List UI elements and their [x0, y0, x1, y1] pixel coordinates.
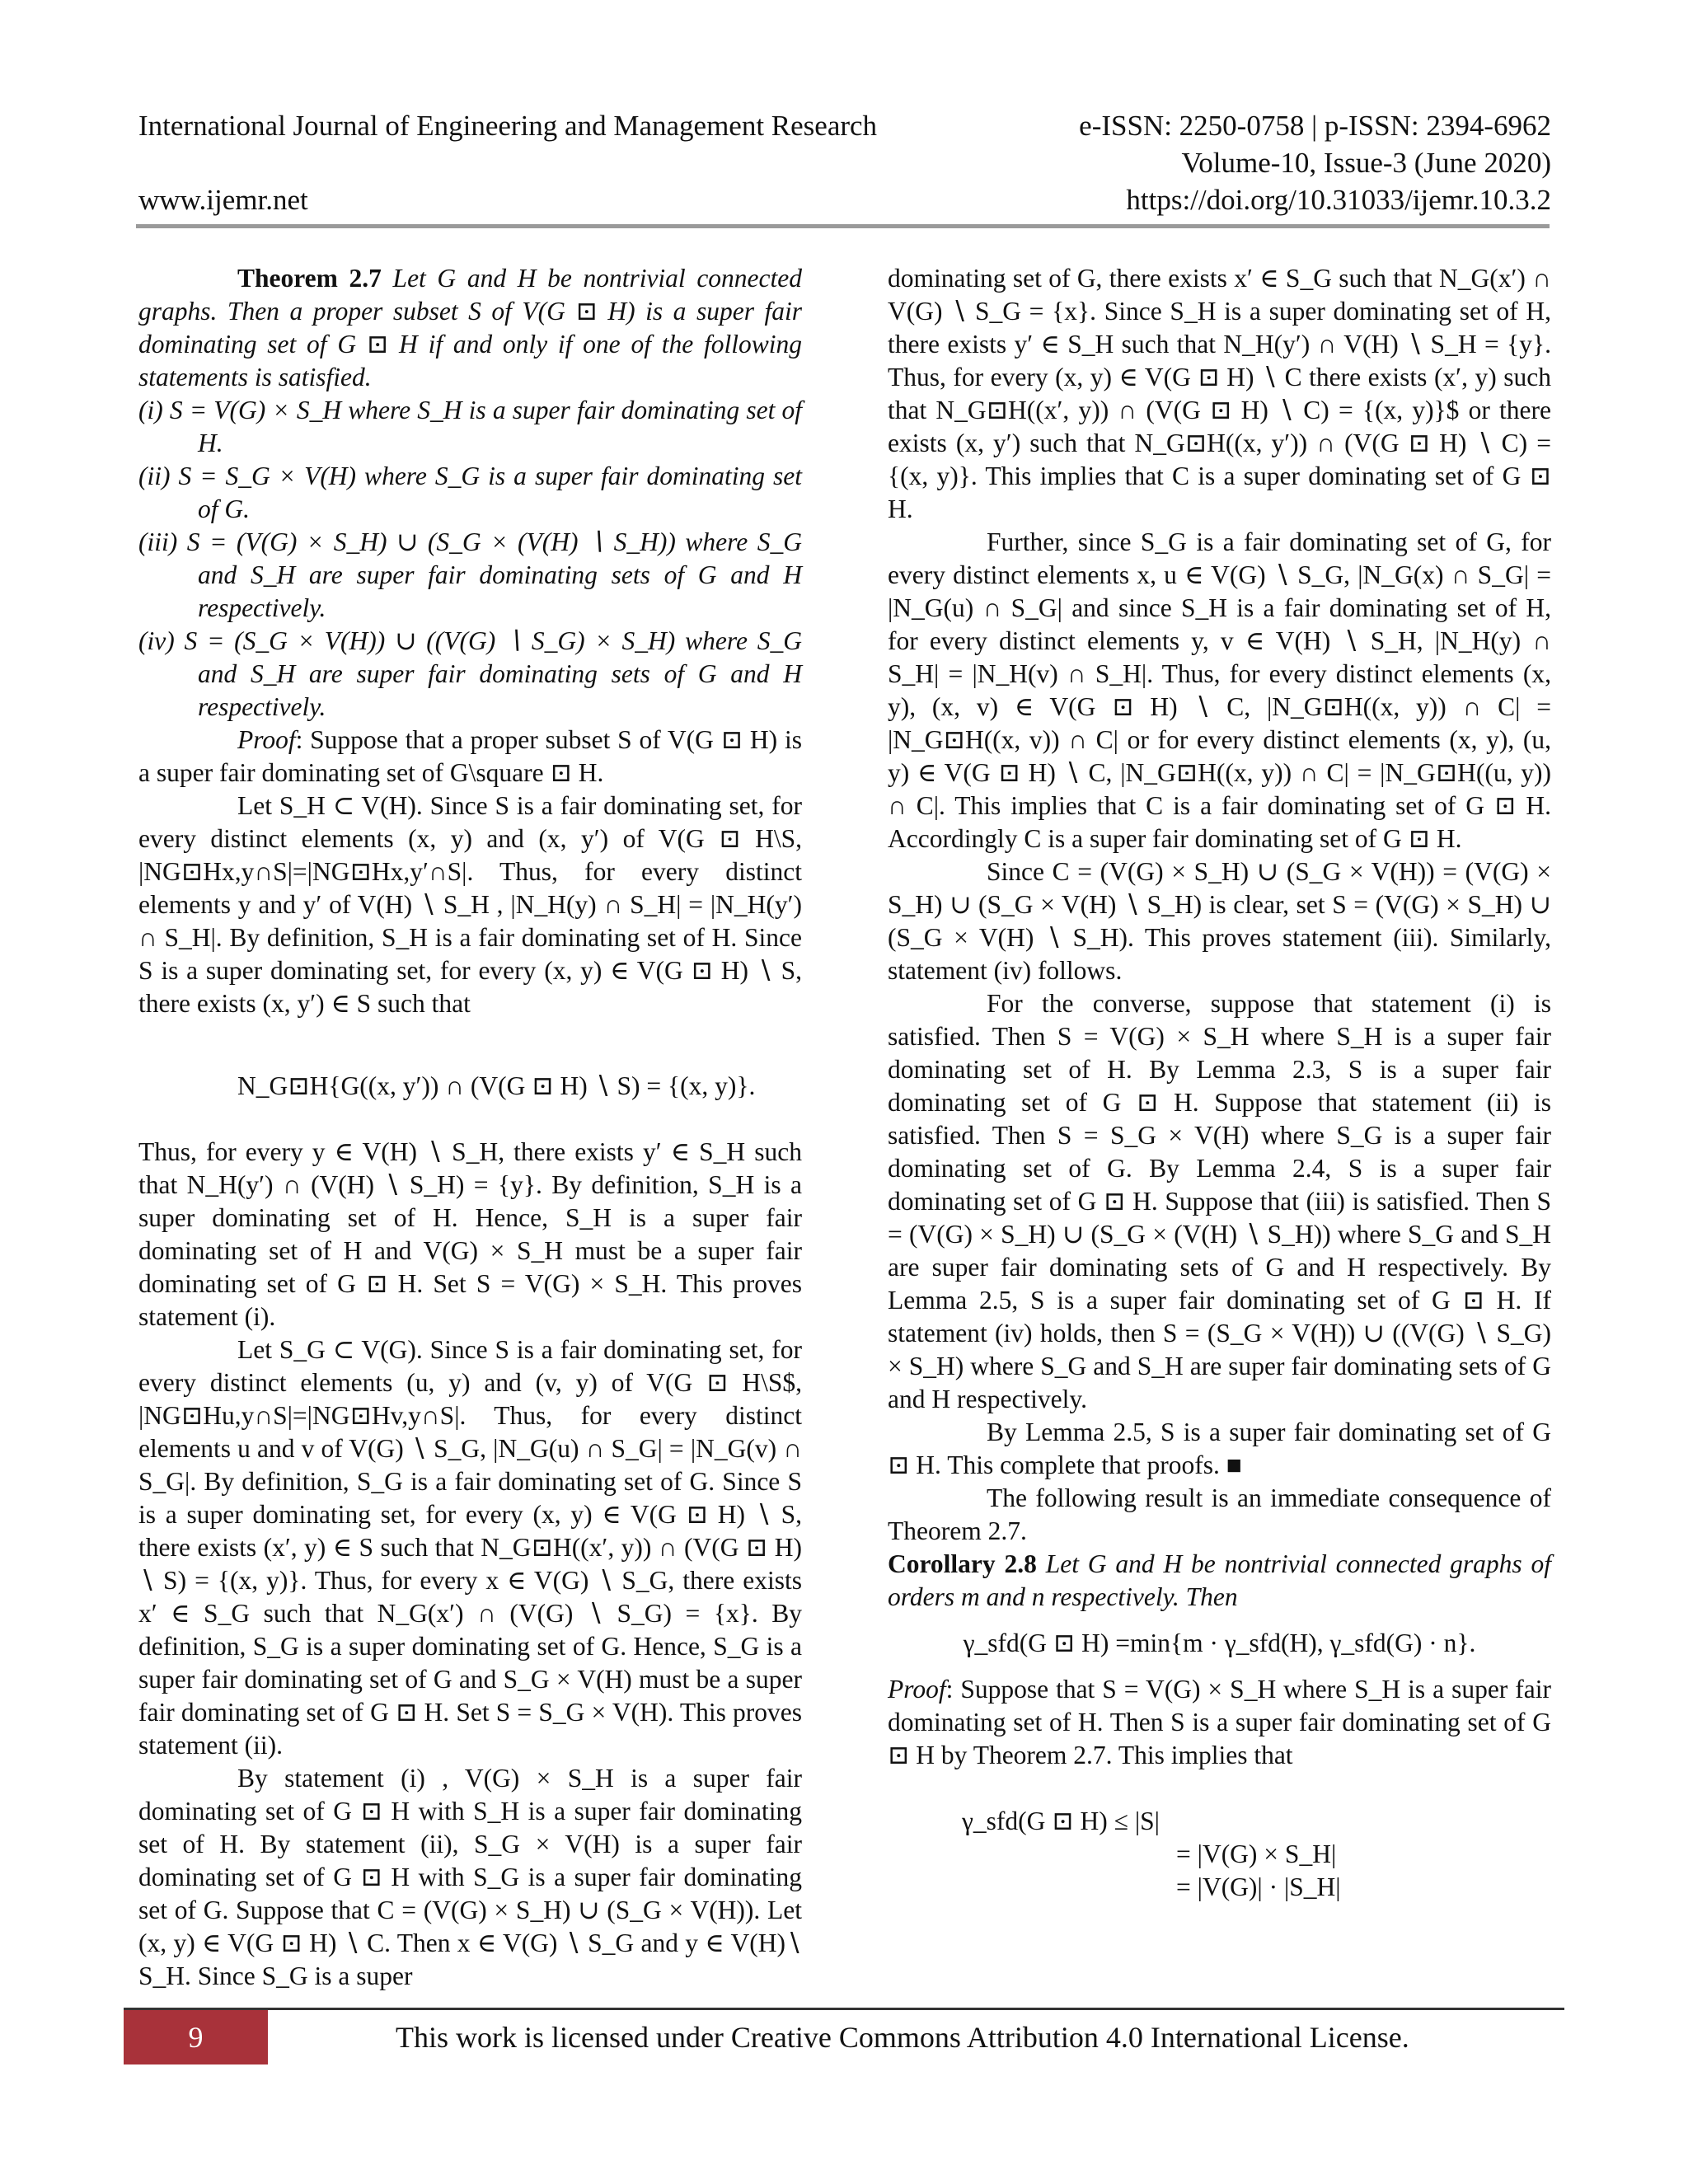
paragraph: The following result is an immediate consequence of Theorem 2.7.	[888, 1483, 1551, 1545]
volume-issue: Volume-10, Issue-3 (June 2020)	[1181, 147, 1551, 179]
statement-iii: (iii) S = (V(G) × S_H) ∪ (S_G × (V(H) ∖ S_H)) where S_G and S_H are super fair dominating sets of G and H respectively.	[138, 527, 802, 622]
doi-link[interactable]: https://doi.org/10.31033/ijemr.10.3.2	[1126, 184, 1551, 216]
paragraph: Let S_H ⊂ V(H). Since S is a fair dominating set, for every distinct elements (x, y) and (x, y′) of V(G ⊡ H\S, |NG⊡Hx,y∩S|=|NG⊡Hx,y′∩S|. Thus, for every distinct elements y and y′ of V(H) ∖ S_H , |N_H(y) ∩ S_H| = |N_H(y′) ∩ S_H|. By definition, S_H is a fair dominating set of H. Since S is a super dominating set, for every (x, y) ∈ V(G ⊡ H) ∖ S, there exists (x, y′) ∈ S such that	[138, 791, 802, 1018]
paragraph: By Lemma 2.5, S is a super fair dominating set of G ⊡ H. This complete that proofs. ■	[888, 1418, 1551, 1479]
proof-label: Proof	[888, 1675, 946, 1704]
corollary-2-8	[888, 1548, 1551, 1614]
proof-label: Proof	[237, 725, 296, 754]
paragraph: Let S_G ⊂ V(G). Since S is a fair dominating set, for every distinct elements (u, y) and (v, y) of V(G ⊡ H\S$, |NG⊡Hu,y∩S|=|NG⊡Hv,y∩S|. Thus, for every distinct elements u and v of V(G) ∖ S_G, |N_G(u) ∩ S_G| = |N_G(v) ∩ S_G|. By definition, S_G is a fair dominating set of G. Since S is a super dominating set, for every (x, y) ∈ V(G ⊡ H) ∖ S, there exists (x′, y) ∈ S such that N_G⊡H((x′, y)) ∩ (V(G ⊡ H) ∖ S) = {(x, y)}. Thus, for every x ∈ V(G) ∖ S_G, there exists x′ ∈ S_G such that N_G(x′) ∩ (V(G) ∖ S_G) = {x}. By definition, S_G is a super dominating set of G. Hence, S_G is a super fair dominating set of G and S_G × V(H) must be a super fair dominating set of G ⊡ H. Set S = S_G × V(H). This proves statement (ii).	[138, 1335, 802, 1760]
proof-intro	[138, 724, 802, 790]
proof-text: : Suppose that S = V(G) × S_H where S_H is a super fair dominating set of H. Then S is a super fair dominating set of G ⊡ H by Theorem 2.7. This implies that	[888, 1675, 1551, 1769]
license-text: This work is licensed under Creative Commons Attribution 4.0 International License.	[396, 2021, 1409, 2054]
right-column	[888, 262, 1551, 1904]
corollary-statement: Let G and H be nontrivial connected graphs of orders m and n respectively. Then	[888, 1549, 1552, 1611]
paragraph: Further, since S_G is a fair dominating set of G, for every distinct elements x, u ∈ V(G) ∖ S_G, |N_G(x) ∩ S_G| = |N_G(u) ∩ S_G| and since S_H is a fair dominating set of H, for every distinct elements y, v ∈ V(H) ∖ S_H, |N_H(y) ∩ S_H| = |N_H(v) ∩ S_H|. Thus, for every distinct elements (x, y), (x, v) ∈ V(G ⊡ H) ∖ C, |N_G⊡H((x, y)) ∩ C| = |N_G⊡H((x, v)) ∩ C| or for every distinct elements (x, y), (u, y) ∈ V(G ⊡ H) ∖ C, |N_G⊡H((x, y)) ∩ C| = |N_G⊡H((u, y)) ∩ C|. This implies that C is a fair dominating set of G ⊡ H. Accordingly C is a super fair dominating set of G ⊡ H.	[888, 527, 1551, 853]
proof-paragraph	[888, 1673, 1551, 1772]
paragraph: Since C = (V(G) × S_H) ∪ (S_G × V(H)) = (V(G) × S_H) ∪ (S_G × V(H) ∖ S_H) is clear, set S = (V(G) × S_H) ∪ (S_G × V(H) ∖ S_H). This proves statement (iii). Similarly, statement (iv) follows.	[888, 857, 1551, 985]
display-equation: γ_sfd(G ⊡ H) =min{m · γ_sfd(H), γ_sfd(G) · n}.	[963, 1629, 1476, 1657]
equation-line: = |V(G) × S_H|	[1176, 1840, 1337, 1868]
statement-iv: (iv) S = (S_G × V(H)) ∪ ((V(G) ∖ S_G) × S_H) where S_G and S_H are super fair dominating sets of G and H respectively.	[138, 626, 802, 721]
equation-line: γ_sfd(G ⊡ H) ≤ |S|	[962, 1807, 1160, 1835]
statement-i: (i) S = V(G) × S_H where S_H is a super fair dominating set of H.	[138, 396, 802, 457]
website-link[interactable]: www.ijemr.net	[138, 184, 308, 216]
display-equation: N_G⊡H{G((x, y′)) ∩ (V(G ⊡ H) ∖ S) = {(x, y)}.	[237, 1071, 756, 1100]
left-column	[138, 262, 802, 1993]
paragraph: For the converse, suppose that statement (i) is satisfied. Then S = V(G) × S_H where S_H is a super fair dominating set of H. By Lemma 2.3, S is a super fair dominating set of G ⊡ H. Suppose that statement (ii) is satisfied. Then S = S_G × V(H) where S_G is a super fair dominating set of G. By Lemma 2.4, S is a super fair dominating set of G ⊡ H. Suppose that (iii) is satisfied. Then S = (V(G) × S_H) ∪ (S_G × (V(H) ∖ S_H)) where S_G and S_H are super fair dominating sets of G and H respectively. By Lemma 2.5, S is a super fair dominating set of G ⊡ H. If statement (iv) holds, then S = (S_G × V(H)) ∪ ((V(G) ∖ S_G) × S_H) where S_G and S_H are super fair dominating sets of G and H respectively.	[888, 989, 1551, 1413]
header-divider	[136, 224, 1550, 228]
issn: e-ISSN: 2250-0758 | p-ISSN: 2394-6962	[1079, 110, 1551, 142]
proof-intro-text: : Suppose that a proper subset S of V(G ⊡ H) is a super fair dominating set of G\square ⊡ H.	[138, 725, 802, 787]
theorem-2-7	[138, 262, 802, 394]
paragraph: dominating set of G, there exists x′ ∈ S_G such that N_G(x′) ∩ V(G) ∖ S_G = {x}. Since S_H is a super dominating set of H, there exists y′ ∈ S_H such that N_H(y′) ∩ V(H) ∖ S_H = {y}. Thus, for every (x, y) ∈ V(G ⊡ H) ∖ C there exists (x′, y) such that N_G⊡H((x′, y)) ∩ (V(G ⊡ H) ∖ C) = {(x, y)}$ or there exists (x, y′) such that N_G⊡H((x, y′)) ∩ (V(G ⊡ H) ∖ C) = {(x, y)}. This implies that C is a super dominating set of G ⊡ H.	[888, 264, 1551, 523]
footer-divider	[124, 2008, 1564, 2010]
theorem-statement: Let G and H be nontrivial connected graphs. Then a proper subset S of V(G ⊡ H) is a super fair dominating set of G ⊡ H if and only if one of the following statements is satisfied.	[138, 264, 802, 391]
page-number: 9	[124, 2010, 268, 2064]
journal-title: International Journal of Engineering and Management Research	[138, 110, 878, 142]
paragraph: By statement (i) , V(G) × S_H is a super fair dominating set of G ⊡ H with S_H is a super fair dominating set of H. By statement (ii), S_G × V(H) is a super fair dominating set of G ⊡ H with S_G is a super fair dominating set of G. Suppose that C = (V(G) × S_H) ∪ (S_G × V(H)). Let (x, y) ∈ V(G ⊡ H) ∖ C. Then x ∈ V(G) ∖ S_G and y ∈ V(H)∖ S_H. Since S_G is a super	[138, 1764, 802, 1990]
equation-line: = |V(G)| · |S_H|	[1176, 1872, 1341, 1901]
statement-ii: (ii) S = S_G × V(H) where S_G is a super fair dominating set of G.	[138, 462, 802, 523]
theorem-label: Theorem 2.7	[237, 264, 382, 293]
corollary-label: Corollary 2.8	[888, 1549, 1037, 1578]
paragraph: Thus, for every y ∈ V(H) ∖ S_H, there exists y′ ∈ S_H such that N_H(y′) ∩ (V(H) ∖ S_H) = {y}. By definition, S_H is a super dominating set of H. Hence, S_H is a super fair dominating set of H and V(G) × S_H must be a super fair dominating set of G ⊡ H. Set S = V(G) × S_H. This proves statement (i).	[138, 1137, 802, 1331]
